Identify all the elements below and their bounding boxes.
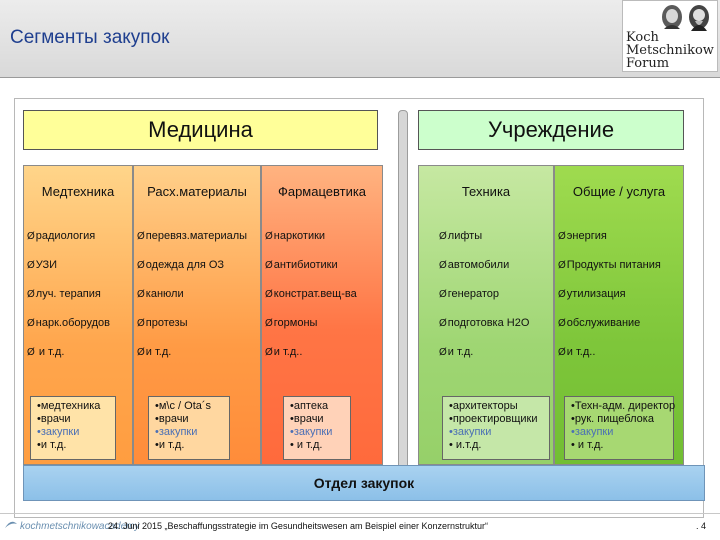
column-header: Медтехника [41,183,115,199]
logo-word-2: Metschnikow [626,43,714,58]
arrow-icon: Ø [265,260,273,271]
portraits-icon [655,3,717,33]
list-item: ØУЗИ [27,259,58,271]
note-line: •м\с / Ota´s [155,400,212,412]
arrow-icon: Ø [27,347,35,358]
list-item: Øлифты [439,230,483,242]
list-item: ØПродукты питания [558,259,661,271]
arrow-icon: Ø [439,347,447,358]
list-item: Øантибиотики [265,259,338,271]
list-item: Øгенератор [439,288,500,300]
note-line: •врачи [290,413,324,425]
arrow-icon: Ø [439,231,447,242]
arrow-icon: Ø [265,347,273,358]
note-line: •врачи [37,413,71,425]
note-line: •архитекторы [449,400,518,412]
list-item: Ø и т.д. [27,346,65,358]
purchasing-department: Отдел закупок [23,465,705,501]
arrow-icon: Ø [137,318,145,329]
forum-logo [622,0,718,72]
note-line: •аптека [290,400,329,412]
list-item: Øконстрат.вещ-ва [265,288,357,300]
list-item: Øлуч. терапия [27,288,101,300]
list-item: Øи т.д. [137,346,172,358]
logo-word-3: Forum [626,56,670,71]
list-item: Øи т.д. [439,346,474,358]
academy-logo-text: kochmetschnikowacademy [20,521,140,532]
arrow-icon: Ø [27,231,35,242]
arrow-icon: Ø [137,347,145,358]
arrow-icon: Ø [439,289,447,300]
group-divider [398,110,408,472]
note-line: •Техн-адм. директор [571,400,676,412]
note-line-highlight: •закупки [155,426,198,438]
arrow-icon: Ø [265,231,273,242]
arrow-icon: Ø [137,260,145,271]
stakeholder-note-general [564,396,674,460]
column-header: Техника [461,183,511,199]
arrow-icon: Ø [558,289,566,300]
note-line: •проектировщики [449,413,538,425]
arrow-icon: Ø [137,231,145,242]
list-item: Øутилизация [558,288,626,300]
arrow-icon: Ø [27,260,35,271]
note-line-highlight: •закупки [290,426,333,438]
note-line-highlight: •закупки [37,426,80,438]
arrow-icon: Ø [439,318,447,329]
list-item: Øперевяз.материалы [137,230,248,242]
arrow-icon: Ø [439,260,447,271]
logo-word-1: Koch [626,30,659,45]
list-item: Øканюли [137,288,184,300]
note-line: •и т.д. [155,439,185,451]
slide-title: Сегменты закупок [10,27,170,48]
arrow-icon: Ø [558,231,566,242]
stakeholder-note-medtech [30,396,116,460]
group-medicine: Медицина [23,110,378,150]
list-item: Øподготовка H2O [439,317,530,329]
list-item: Øи т.д.. [265,346,303,358]
arrow-icon: Ø [558,347,566,358]
stakeholder-note-pharma [283,396,351,460]
stakeholder-note-technology [442,396,550,460]
page-number: . 4 [696,521,707,531]
list-item: Øгормоны [265,317,318,329]
note-line: •медтехника [37,400,101,412]
arrow-icon: Ø [265,318,273,329]
list-item: Øнарк.оборудов [27,317,111,329]
column-header: Общие / услуга [572,183,666,199]
list-item: Øобслуживание [558,317,641,329]
arrow-icon: Ø [558,318,566,329]
note-line: •рук. пищеблока [571,413,654,425]
note-line-highlight: •закупки [571,426,614,438]
footer-text: 24. Juni 2015 „Beschaffungsstrategie im Gesundheitswesen am Beispiel einer Konzernstruktur“ [108,521,489,531]
column-header: Фармацевтика [277,183,367,199]
list-item: Øнаркотики [265,230,326,242]
column-header: Расх.материалы [147,183,247,199]
stakeholder-note-consumables [148,396,230,460]
note-line-highlight: •закупки [449,426,492,438]
swoosh-icon [4,520,18,530]
list-item: Øавтомобили [439,259,510,271]
group-institution: Учреждение [418,110,684,150]
list-item: Øодежда для ОЗ [137,259,225,271]
note-line: • и т.д. [290,439,323,451]
footer-divider [0,513,720,514]
arrow-icon: Ø [27,318,35,329]
list-item: Øрадиология [27,230,96,242]
note-line: •и т.д. [37,439,67,451]
header-bar [0,0,720,78]
arrow-icon: Ø [265,289,273,300]
list-item: Øи т.д.. [558,346,596,358]
list-item: Øпротезы [137,317,188,329]
note-line: • и.т.д. [449,439,482,451]
arrow-icon: Ø [558,260,566,271]
arrow-icon: Ø [27,289,35,300]
arrow-icon: Ø [137,289,145,300]
note-line: • и т.д. [571,439,604,451]
list-item: Øэнергия [558,230,607,242]
note-line: •врачи [155,413,189,425]
